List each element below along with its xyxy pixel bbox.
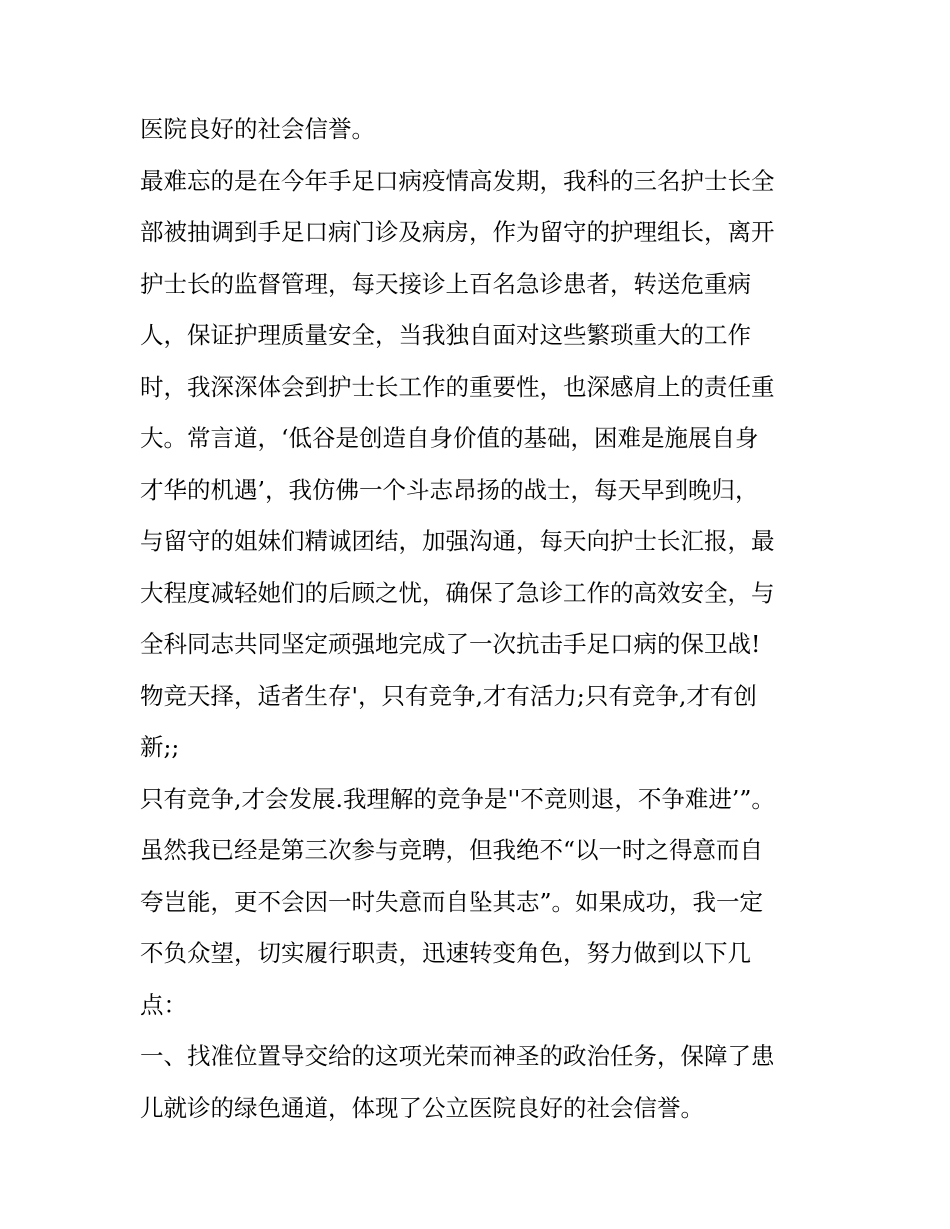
text-line: 夸岂能，更不会因一时失意而自坠其志”。如果成功，我一定 [140,887,764,916]
text-line: 物竞天择，适者生存'，只有竞争,才有活力;只有竞争,才有创 [140,681,757,710]
text-line: 医院良好的社会信誉。 [140,115,375,143]
text-line: 只有竞争,才会发展.我理解的竞争是''不竞则退，不争难进’”。 [140,784,775,813]
document-body [140,104,820,1134]
text-line: 不负众望，切实履行职责，迅速转变角色，努力做到以下几 [140,939,751,967]
text-line: 才华的机遇’，我仿佛一个斗志昂扬的战士，每天早到晚归， [140,475,759,504]
text-line: 儿就诊的绿色通道，体现了公立医院良好的社会信誉。 [140,1093,704,1122]
text-line: 与留守的姐妹们精诚团结，加强沟通，每天向护士长汇报，最 [140,527,775,555]
text-line: 人，保证护理质量安全，当我独自面对这些繁琐重大的工作 [140,321,751,349]
text-line: 护士长的监督管理，每天接诊上百名急诊患者，转送危重病 [140,269,751,298]
text-line: 虽然我已经是第三次参与竞聘，但我绝不“以一时之得意而自 [140,836,764,864]
text-line: 部被抽调到手足口病门诊及病房，作为留守的护理组长，离开 [140,218,775,246]
text-line: 一、找准位置导交给的这项光荣而神圣的政治任务，保障了患 [140,1042,775,1070]
text-line: 新;; [140,733,180,761]
text-line: 时，我深深体会到护士长工作的重要性，也深感肩上的责任重 [140,372,775,401]
text-line: 点： [140,990,187,1019]
text-line: 最难忘的是在今年手足口病疫情高发期，我科的三名护士长全 [140,166,775,195]
text-line: 全科同志共同坚定顽强地完成了一次抗击手足口病的保卫战! [140,630,761,658]
text-line: 大程度减轻她们的后顾之忧，确保了急诊工作的高效安全，与 [140,578,775,607]
text-line: 大。常言道，‘低谷是创造自身价值的基础，困难是施展自身 [140,424,759,452]
